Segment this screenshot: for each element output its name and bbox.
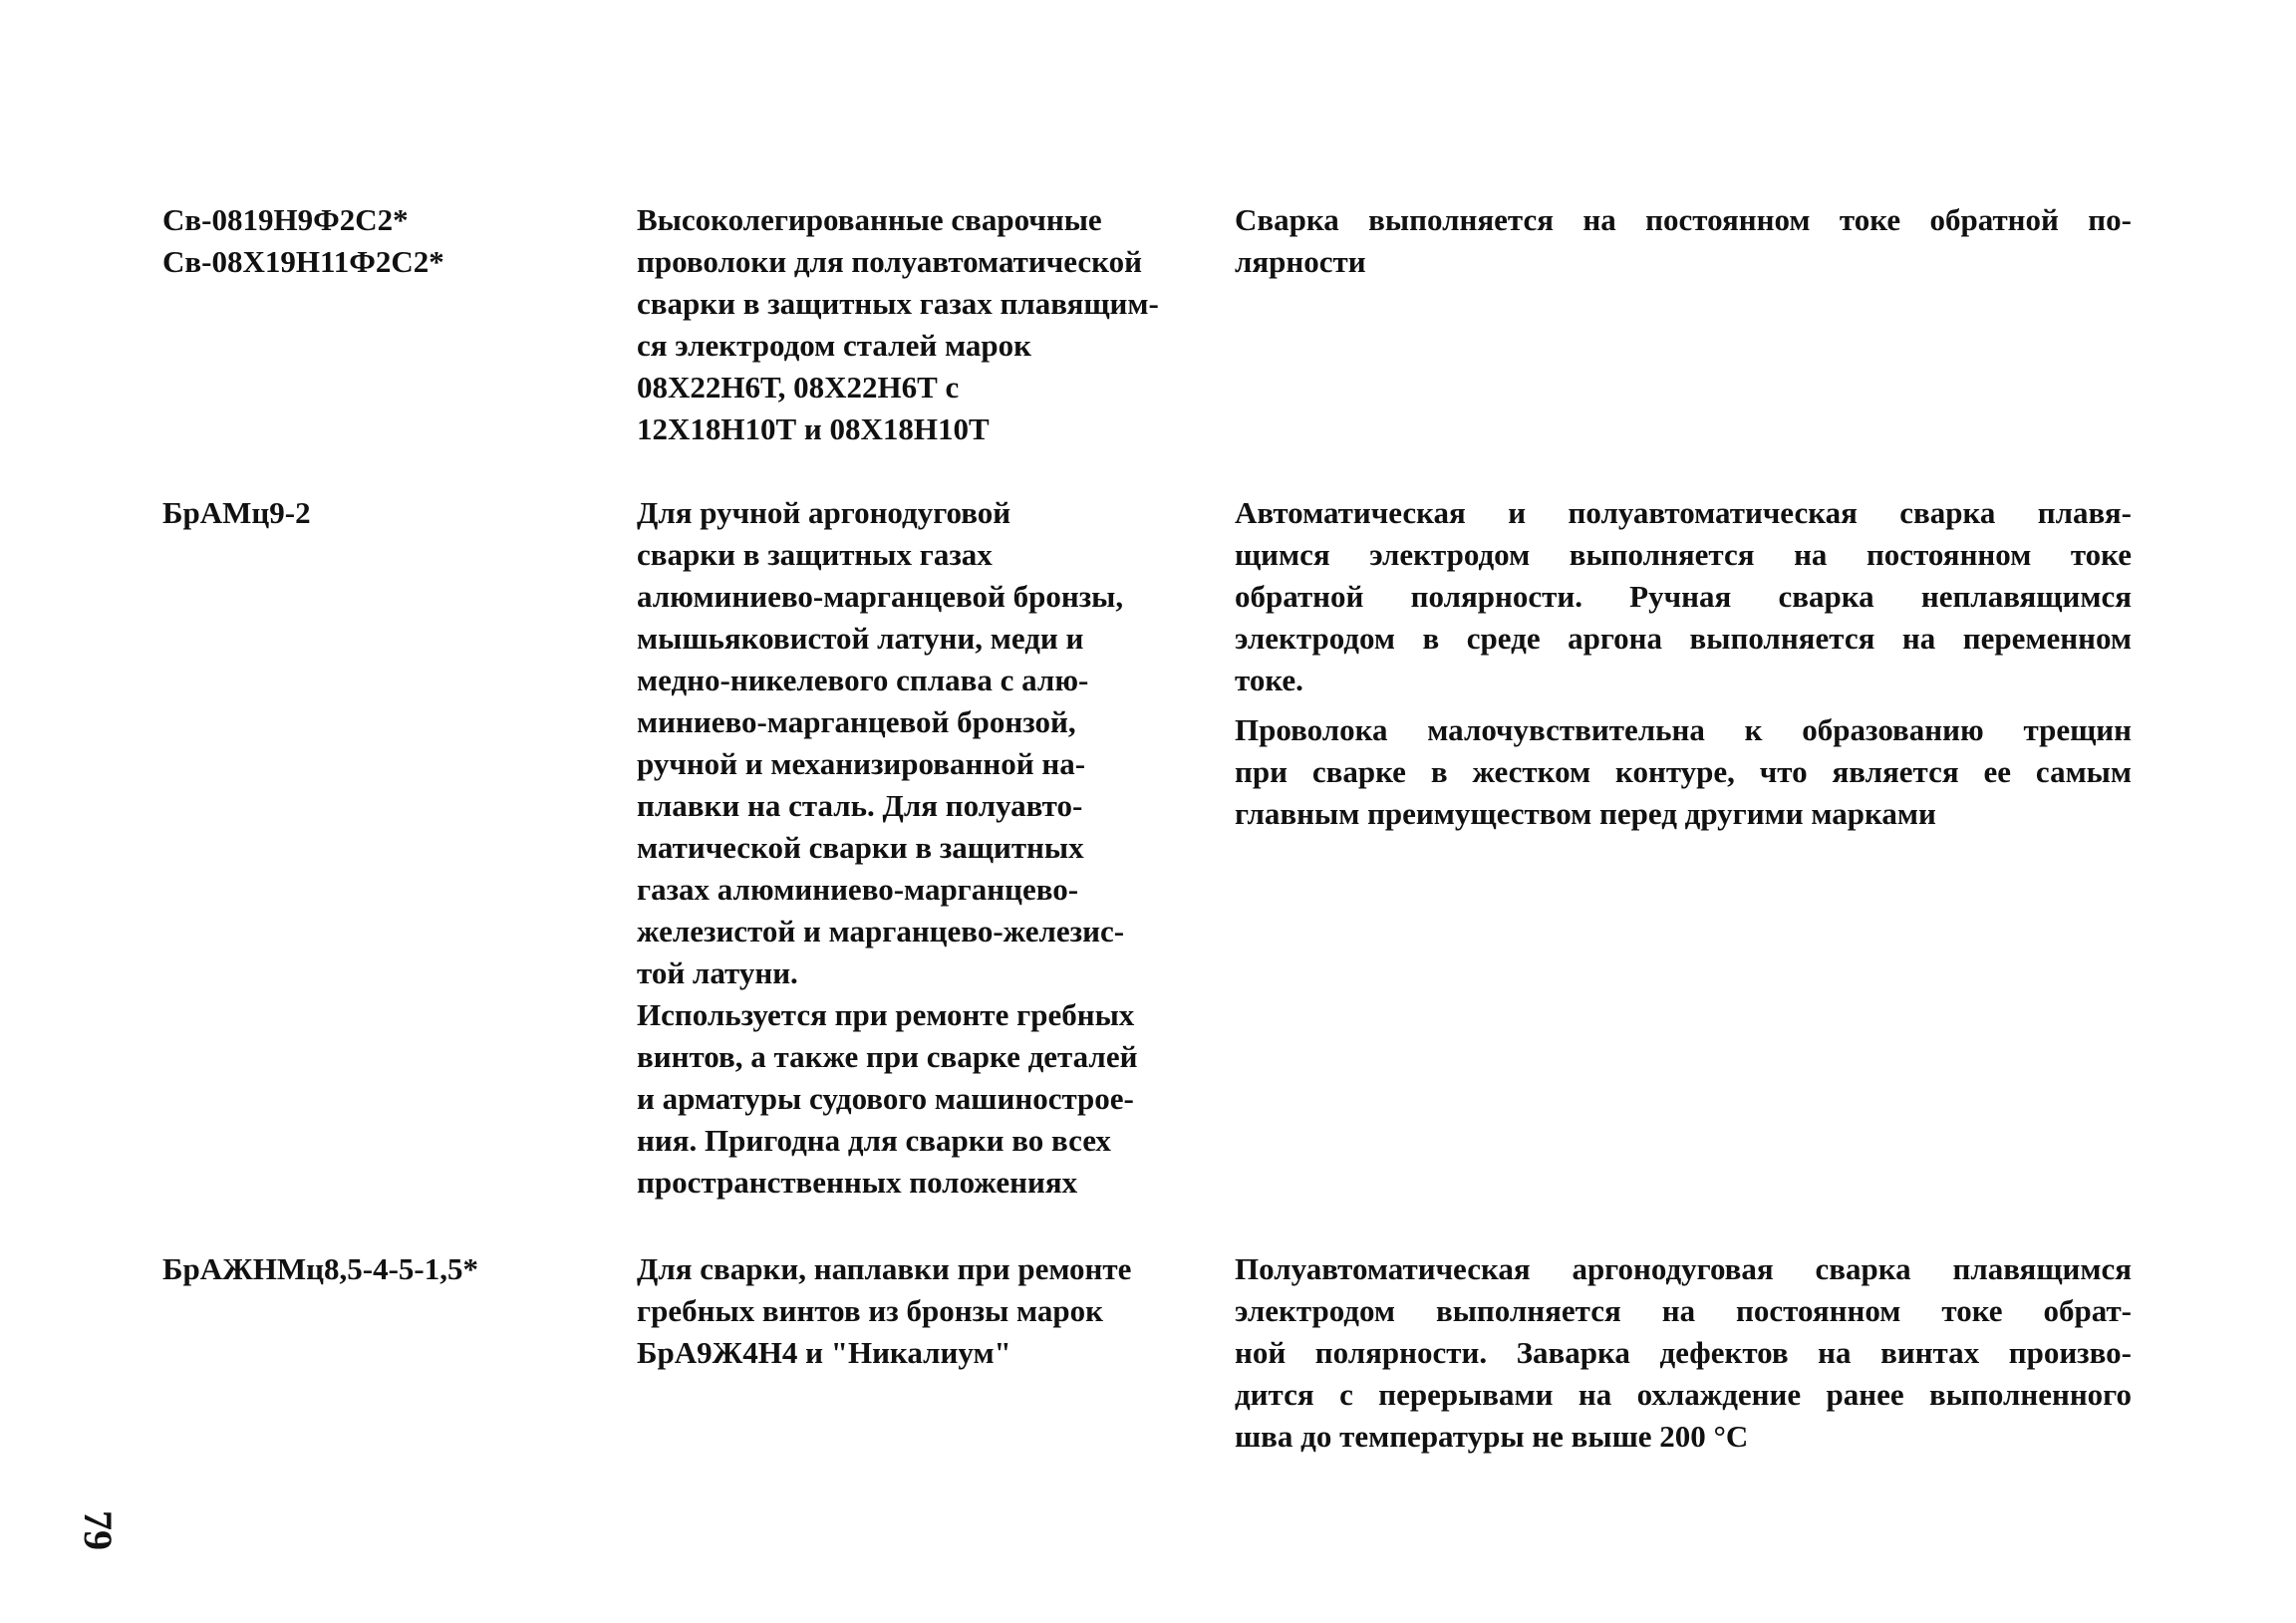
notes-line: Проволока малочувствительна к образованию трещин xyxy=(1235,712,2132,747)
notes-line: шва до температуры не выше 200 °C xyxy=(1235,1419,1749,1454)
purpose-cell xyxy=(637,199,1235,450)
notes-line: электродом в среде аргона выполняется на переменном xyxy=(1235,621,2132,656)
purpose-line: ния. Пригодна для сварки во всех xyxy=(637,1123,1111,1158)
purpose-cell xyxy=(637,1248,1235,1374)
purpose-line: мышьяковистой латуни, меди и xyxy=(637,621,1084,656)
purpose-line: сварки в защитных газах xyxy=(637,537,993,572)
purpose-line: миниево-марганцевой бронзой, xyxy=(637,704,1076,739)
notes-line: главным преимуществом перед другими марками xyxy=(1235,796,1936,831)
notes-line: лярности xyxy=(1235,244,1366,279)
purpose-line: газах алюминиево-марганцево- xyxy=(637,872,1079,907)
purpose-line: и арматуры судового машинострое- xyxy=(637,1081,1134,1116)
notes-cell xyxy=(1235,199,2132,283)
page-number: 79 xyxy=(76,1510,121,1550)
purpose-line: винтов, а также при сварке деталей xyxy=(637,1039,1138,1074)
purpose-line: 12Х18Н10Т и 08Х18Н10Т xyxy=(637,411,990,446)
notes-line: Сварка выполняется на постоянном токе обратной по- xyxy=(1235,202,2132,237)
wire-grade: Св-0819Н9Ф2С2* xyxy=(162,202,409,237)
purpose-line: железистой и марганцево-железис- xyxy=(637,914,1125,948)
wire-grade: БрАМц9-2 xyxy=(162,495,311,530)
paragraph-gap xyxy=(1235,701,2132,709)
purpose-line: алюминиево-марганцевой бронзы, xyxy=(637,579,1124,614)
purpose-line: Высоколегированные сварочные xyxy=(637,202,1102,237)
purpose-line: матической сварки в защитных xyxy=(637,830,1084,865)
wire-grade-cell xyxy=(162,199,601,283)
notes-line: щимся электродом выполняется на постоянном токе xyxy=(1235,537,2132,572)
purpose-line: Используется при ремонте гребных xyxy=(637,997,1135,1032)
notes-line: Полуавтоматическая аргонодуговая сварка плавящимся xyxy=(1235,1251,2132,1286)
purpose-line: ся электродом сталей марок xyxy=(637,328,1031,363)
purpose-line: БрА9Ж4Н4 и "Никалиум" xyxy=(637,1335,1011,1370)
purpose-line: ручной и механизированной на- xyxy=(637,746,1086,781)
purpose-line: гребных винтов из бронзы марок xyxy=(637,1293,1103,1328)
purpose-cell xyxy=(637,492,1235,1204)
notes-line: обратной полярности. Ручная сварка неплавящимся xyxy=(1235,579,2132,614)
purpose-line: медно-никелевого сплава с алю- xyxy=(637,663,1089,697)
purpose-line: пространственных положениях xyxy=(637,1165,1078,1200)
notes-cell xyxy=(1235,1248,2132,1458)
purpose-line: плавки на сталь. Для полуавто- xyxy=(637,788,1083,823)
wire-grade: БрАЖНМц8,5-4-5-1,5* xyxy=(162,1251,478,1286)
notes-line: Автоматическая и полуавтоматическая сварка плавя- xyxy=(1235,495,2132,530)
purpose-line: проволоки для полуавтоматической xyxy=(637,244,1142,279)
notes-line: электродом выполняется на постоянном токе обрат- xyxy=(1235,1293,2132,1328)
notes-line: при сварке в жестком контуре, что является ее самым xyxy=(1235,754,2132,789)
wire-grade: Св-08Х19Н11Ф2С2* xyxy=(162,244,444,279)
notes-line: ной полярности. Заварка дефектов на винтах произво- xyxy=(1235,1335,2132,1370)
purpose-line: Для ручной аргонодуговой xyxy=(637,495,1011,530)
wire-grade-cell xyxy=(162,492,601,534)
notes-line: дится с перерывами на охлаждение ранее выполненного xyxy=(1235,1377,2132,1412)
purpose-line: 08Х22Н6Т, 08Х22Н6Т с xyxy=(637,370,960,405)
wire-grade-cell xyxy=(162,1248,601,1290)
purpose-line: сварки в защитных газах плавящим- xyxy=(637,286,1159,321)
purpose-line: той латуни. xyxy=(637,955,798,990)
notes-line: токе. xyxy=(1235,663,1303,697)
notes-cell xyxy=(1235,492,2132,835)
purpose-line: Для сварки, наплавки при ремонте xyxy=(637,1251,1132,1286)
